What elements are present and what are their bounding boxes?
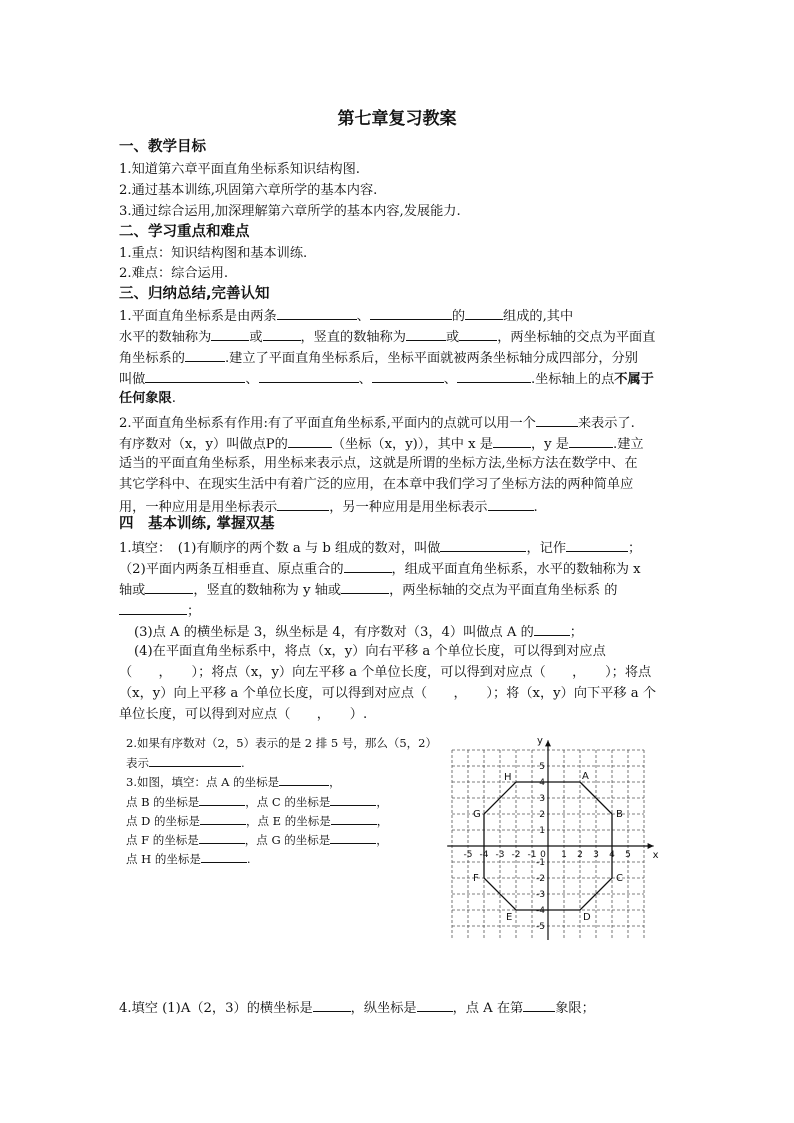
x-tick-label: -5 [463,850,473,860]
blank[interactable] [370,307,452,320]
question-1-4-line-2: （ ， ）；将点（x，y）向左平移 a 个单位长度，可以得到对应点（ ， ）；将点 [119,665,652,680]
x-tick-label: 0 [540,850,546,860]
blank[interactable] [277,498,329,511]
blank[interactable] [331,813,377,825]
x-tick-label: -1 [527,850,537,860]
point-label-h: H [504,772,512,783]
question-1-2-line-2: 轴或 ，竖直的数轴称为 y 轴或 ，两坐标轴的交点为平面直角坐标系 的 [119,583,618,598]
point-label-b: B [616,809,623,820]
y-tick-label: -5 [536,922,545,932]
summary-paragraph-2-line-1: 2.平面直角坐标系有作用:有了平面直角坐标系,平面内的点就可以用一个 来表示了. [119,416,635,431]
y-tick-label: -4 [536,906,545,916]
x-tick-label: 1 [561,850,567,860]
blank[interactable] [200,813,246,825]
x-tick-label: -3 [495,850,505,860]
exercise-3-line-2: 点 B 的坐标是 ，点 C 的坐标是 ， [126,795,388,809]
blank[interactable] [440,539,526,552]
blank[interactable] [259,370,359,383]
section-heading-summary: 三、归纳总结,完善认知 [119,286,270,302]
page-title: 第七章复习教案 [337,109,457,129]
exercise-2-line-1: 2.如果有序数对（2，5）表示的是 2 排 5 号，那么（5，2） [126,736,437,750]
blank[interactable] [199,794,245,806]
summary-paragraph-1-line-3: 角坐标系的 .建立了平面直角坐标系后，坐标平面就被两条坐标轴分成四部分，分别 [119,351,638,366]
question-1-4-line-4: 单位长度，可以得到对应点（ ， ）. [119,707,368,722]
summary-paragraph-1-line-4: 叫做 、 、 、 .坐标轴上的点不属于 [119,372,654,387]
blank[interactable] [279,774,329,786]
blank[interactable] [201,851,247,863]
question-1-4-line-3: （x，y）向上平移 a 个单位长度，可以得到对应点（ ， ）；将（x，y）向下平移 a 个 [119,686,657,701]
point-label-d: D [583,912,591,923]
blank[interactable] [457,370,531,383]
exercise-2-line-2: 表示 . [126,756,245,770]
blank[interactable] [119,602,187,615]
x-tick-label: 5 [625,850,631,860]
x-axis-label: x [652,850,659,861]
x-tick-label: 3 [593,850,599,860]
summary-paragraph-1-line-1: 1.平面直角坐标系是由两条 、 的 组成的,其中 [119,309,574,324]
y-axis-arrow [545,740,551,746]
exercise-4: 4.填空 (1)A（2，3）的横坐标是 ，纵坐标是 ，点 A 在第 象限； [119,1001,595,1016]
question-1-2-line-3: ； [119,602,200,620]
y-tick-label: -2 [536,874,545,884]
blank[interactable] [417,999,453,1012]
exercise-3-line-1: 3.如图，填空：点 A 的坐标是 ， [126,775,341,789]
x-tick-label: -4 [479,850,489,860]
blank[interactable] [341,581,389,594]
blank[interactable] [534,623,570,636]
coordinate-grid-figure [445,728,660,940]
blank[interactable] [406,328,446,341]
question-1-3: (3)点 A 的横坐标是 3，纵坐标是 4，有序数对（3，4）叫做点 A 的 ； [134,625,583,640]
y-tick-label: -3 [536,890,545,900]
summary-paragraph-2-line-4: 其它学科中、在现实生活中有着广泛的应用，在本章中我们学习了坐标方法的两种简单应 [119,477,634,492]
blank[interactable] [199,832,245,844]
blank[interactable] [523,999,555,1012]
question-1-1: 1.填空： (1)有顺序的两个数 a 与 b 组成的数对，叫做 ，记作 ； [119,541,642,556]
blank[interactable] [372,370,444,383]
blank[interactable] [330,794,376,806]
goal-item: 3.通过综合运用,加深理解第六章所学的基本内容,发展能力. [119,204,461,219]
summary-paragraph-1-line-5: 任何象限. [119,391,176,406]
y-tick-label: -1 [536,858,545,868]
blank[interactable] [288,435,332,448]
blank[interactable] [263,328,301,341]
blank[interactable] [459,328,497,341]
section-heading-focus: 二、学习重点和难点 [119,224,250,240]
x-tick-label: 4 [609,850,615,860]
summary-paragraph-2-line-5: 用，一种应用是用坐标表示 ，另一种应用是用坐标表示 . [119,500,538,515]
y-tick-label: 1 [539,826,545,836]
y-tick-label: 3 [539,794,545,804]
section-heading-basic-training: 四 基本训练, 掌握双基 [119,516,275,532]
blank[interactable] [569,435,613,448]
summary-paragraph-1-line-2: 水平的数轴称为 或 ，竖直的数轴称为 或 ，两坐标轴的交点为平面直 [119,330,656,345]
point-label-g: G [473,809,481,820]
tick-labels [464,736,659,932]
blank[interactable] [313,999,351,1012]
x-axis-arrow [648,843,654,849]
question-1-2-line-1: （2)平面内两条互相垂直、原点重合的 ，组成平面直角坐标系，水平的数轴称为 x [119,562,641,577]
x-tick-label: -2 [511,850,521,860]
goal-item: 2.通过基本训练,巩固第六章所学的基本内容. [119,183,378,198]
blank[interactable] [145,370,245,383]
exercise-3-line-3: 点 D 的坐标是 ，点 E 的坐标是 ， [126,814,389,828]
point-label-f: F [473,873,479,884]
goal-item: 1.知道第六章平面直角坐标系知识结构图. [119,162,360,177]
focus-item: 2.难点：综合运用. [119,266,229,281]
blank[interactable] [185,349,225,362]
blank[interactable] [566,539,628,552]
blank[interactable] [493,435,531,448]
blank[interactable] [211,328,249,341]
summary-paragraph-2-line-2: 有序数对（x，y）叫做点P的 （坐标（x，y)），其中 x 是 ，y 是 .建立 [119,437,644,452]
blank[interactable] [330,832,376,844]
y-tick-label: 2 [539,810,545,820]
exercise-3-line-4: 点 F 的坐标是 ，点 G 的坐标是 ， [126,833,388,847]
summary-paragraph-2-line-3: 适当的平面直角坐标系，用坐标来表示点，这就是所谓的坐标方法,坐标方法在数学中、在 [119,456,638,471]
blank[interactable] [465,307,503,320]
blank[interactable] [149,755,241,767]
point-label-e: E [506,912,513,923]
blank[interactable] [344,560,392,573]
exercise-3-line-5: 点 H 的坐标是 . [126,852,251,866]
point-label-c: C [616,873,623,884]
blank[interactable] [536,414,578,427]
y-tick-label: 4 [539,778,545,788]
blank[interactable] [145,581,193,594]
section-heading-goals: 一、教学目标 [119,139,206,155]
y-tick-label: 5 [539,762,545,772]
point-label-a: A [582,771,589,782]
question-1-4-line-1: (4)在平面直角坐标系中，将点（x，y）向右平移 a 个单位长度，可以得到对应点 [134,644,606,659]
y-axis-label: y [537,735,543,747]
focus-item: 1.重点：知识结构图和基本训练. [119,246,308,261]
x-tick-label: 2 [577,850,583,860]
blank[interactable] [277,307,357,320]
blank[interactable] [488,498,534,511]
